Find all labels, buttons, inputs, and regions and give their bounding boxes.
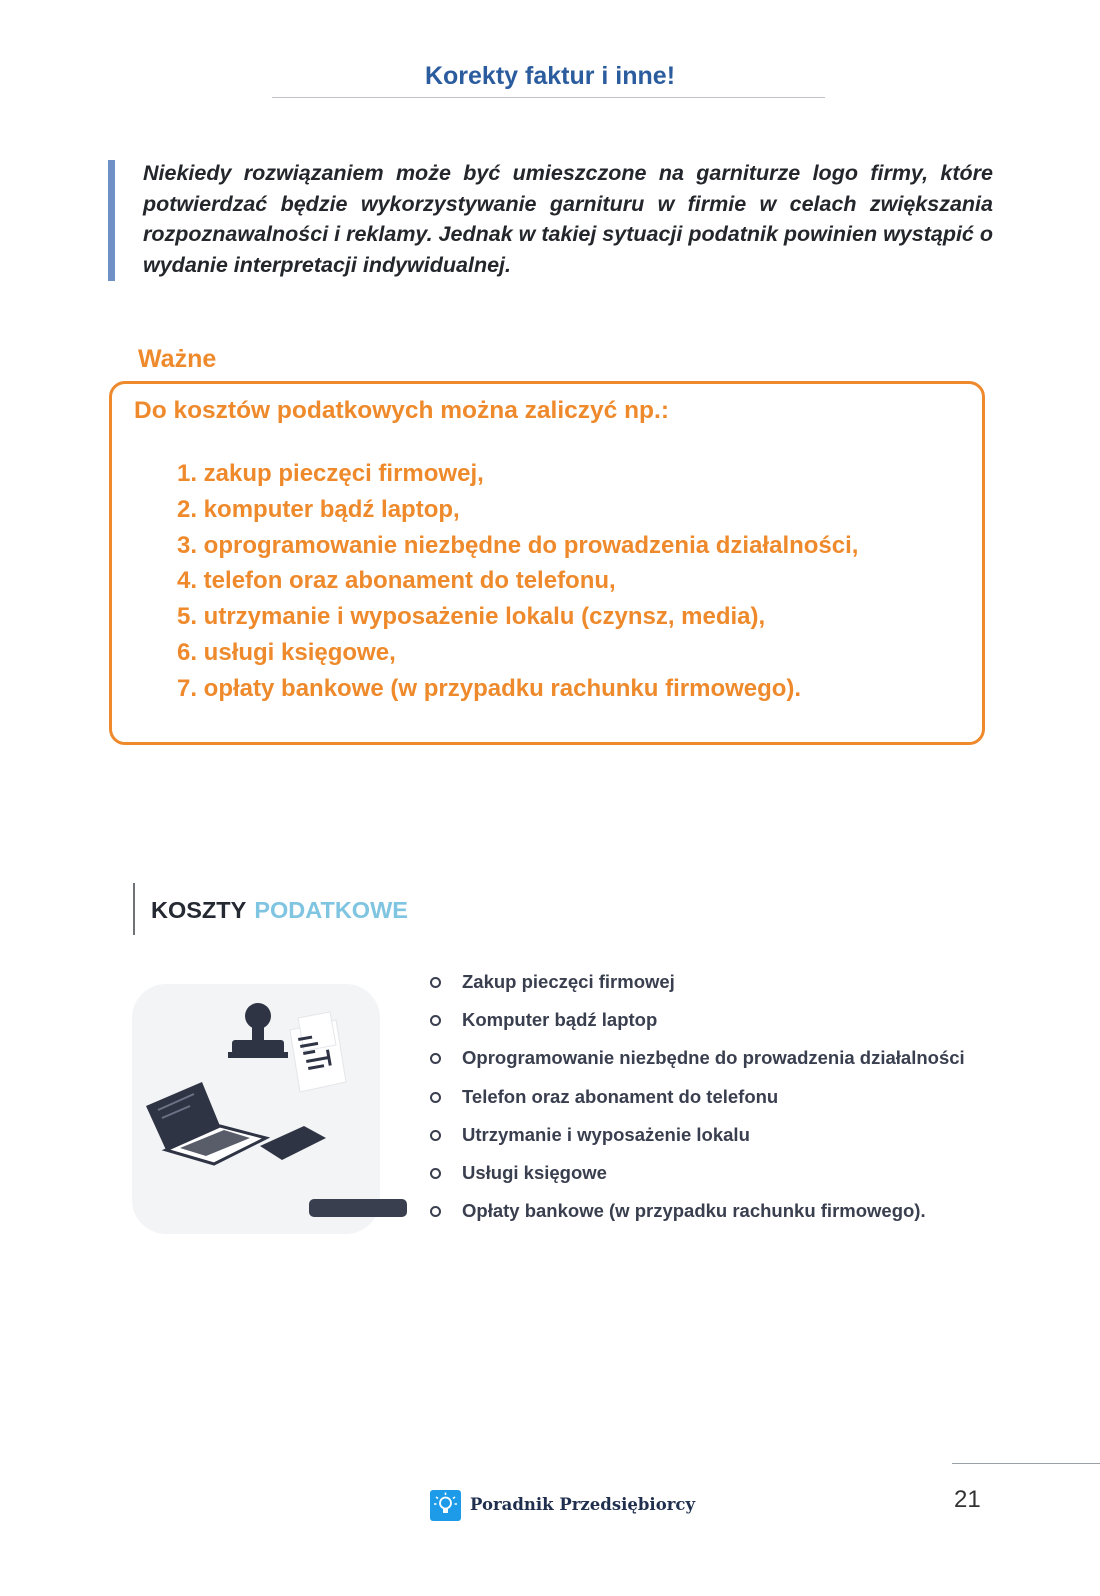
section-title xyxy=(151,897,408,924)
section-list-item-label: Utrzymanie i wyposażenie lokalu xyxy=(462,1123,750,1145)
quote-accent-bar xyxy=(108,160,115,281)
important-intro: Do kosztów podatkowych można zaliczyć np.: xyxy=(134,397,669,424)
section-list-item xyxy=(430,1160,965,1198)
page-header-title: Korekty faktur i inne! xyxy=(424,62,676,90)
section-accent-bar xyxy=(133,883,135,935)
header-divider xyxy=(272,97,825,98)
bullet-icon xyxy=(430,1168,441,1179)
important-list-item: 2. komputer bądź laptop, xyxy=(177,495,460,523)
section-list-item xyxy=(430,969,965,1007)
footer-brand: Poradnik Przedsiębiorcy xyxy=(470,1495,696,1514)
important-list-item: 1. zakup pieczęci firmowej, xyxy=(177,460,484,487)
section-list-item-label: Telefon oraz abonament do telefonu xyxy=(462,1085,779,1107)
section-title-part2: PODATKOWE xyxy=(254,897,408,923)
section-list-item xyxy=(430,1198,965,1236)
bullet-icon xyxy=(430,1092,441,1103)
section-list-item-label: Komputer bądź laptop xyxy=(462,1009,658,1031)
documents-icon xyxy=(290,1012,346,1092)
section-list-item-label: Zakup pieczęci firmowej xyxy=(462,971,675,992)
section-list-item-label: Oprogramowanie niezbędne do prowadzenia działalności xyxy=(462,1047,965,1069)
office-illustration xyxy=(140,990,380,1190)
illustration-dash xyxy=(309,1199,407,1217)
bullet-icon xyxy=(430,1053,441,1064)
lightbulb-icon xyxy=(430,1490,461,1521)
section-list-item-label: Opłaty bankowe (w przypadku rachunku firmowego). xyxy=(462,1200,926,1222)
bullet-icon xyxy=(430,977,441,988)
stamp-icon xyxy=(228,1003,288,1058)
laptop-icon xyxy=(146,1082,266,1164)
section-list-item xyxy=(430,1007,965,1045)
important-list-item: 5. utrzymanie i wyposażenie lokalu (czynsz, media), xyxy=(177,603,766,631)
section-list-item xyxy=(430,1084,965,1122)
section-list-item xyxy=(430,1122,965,1160)
section-list xyxy=(430,969,965,1236)
footer-divider xyxy=(952,1463,1100,1464)
section-list-item xyxy=(430,1045,965,1083)
bullet-icon xyxy=(430,1130,441,1141)
important-list xyxy=(177,456,858,707)
section-title-part1: KOSZTY xyxy=(151,897,247,923)
page-number: 21 xyxy=(954,1486,981,1513)
section-list-item-label: Usługi księgowe xyxy=(462,1161,607,1183)
smartphone-icon xyxy=(260,1126,326,1160)
important-list-item: 6. usługi księgowe, xyxy=(177,638,396,666)
bullet-icon xyxy=(430,1015,441,1026)
important-label: Ważne xyxy=(138,345,217,373)
important-list-item: 4. telefon oraz abonament do telefonu, xyxy=(177,567,616,595)
important-list-item: 3. oprogramowanie niezbędne do prowadzenia działalności, xyxy=(177,531,859,559)
important-list-item: 7. opłaty bankowe (w przypadku rachunku firmowego). xyxy=(177,674,802,702)
bullet-icon xyxy=(430,1206,441,1217)
quote-text: Niekiedy rozwiązaniem może być umieszczone na garniturze logo firmy, które potwierdzać będzie wykorzystywanie garnituru w firmie w celach zwiększania rozpoznawalności i reklamy. Jednak w takiej sytuacji podatnik powinien wystąpić o wydanie interpretacji indywidualnej. xyxy=(143,161,993,277)
